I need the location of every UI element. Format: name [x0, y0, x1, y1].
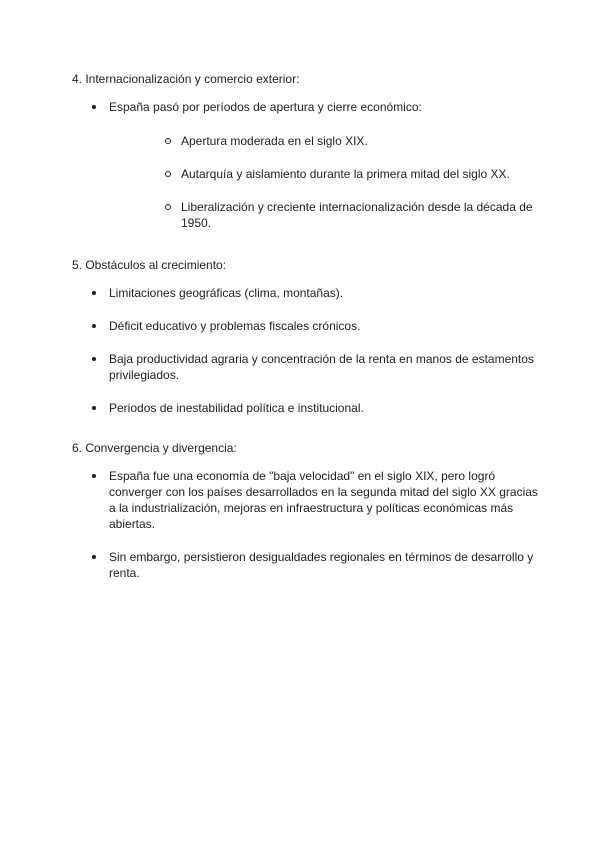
section-obstaculos — [72, 257, 542, 416]
list-item: Limitaciones geográficas (clima, montañas). — [72, 285, 542, 301]
list-item: Sin embargo, persistieron desigualdades regionales en términos de desarrollo y renta. — [72, 549, 542, 581]
sub-bullet-list — [109, 133, 542, 231]
bullet-list — [72, 468, 542, 581]
bullet-list — [72, 285, 542, 416]
bullet-list — [72, 99, 542, 231]
list-item: Baja productividad agraria y concentración de la renta en manos de estamentos privilegiados. — [72, 351, 542, 383]
sub-list-item: Liberalización y creciente internacionalización desde la década de 1950. — [109, 199, 542, 231]
section-heading: 4. Internacionalización y comercio exterior: — [72, 72, 300, 86]
list-item: España fue una economía de "baja velocidad" en el siglo XIX, pero logró converger con los países desarrollados en la segunda mitad del siglo XX gracias a la industrialización, mejoras en infraestructura y políticas económicas más abiertas. — [72, 468, 542, 532]
sub-list-item: Autarquía y aislamiento durante la primera mitad del siglo XX. — [109, 166, 542, 182]
section-heading: 5. Obstáculos al crecimiento: — [72, 258, 227, 272]
list-item: Periodos de inestabilidad política e institucional. — [72, 400, 542, 416]
list-item — [72, 99, 542, 231]
list-item-text: España pasó por períodos de apertura y cierre económico: — [109, 100, 422, 114]
section-internacionalizacion — [72, 71, 542, 231]
list-item: Déficit educativo y problemas fiscales crónicos. — [72, 318, 542, 334]
section-heading: 6. Convergencia y divergencia: — [72, 441, 237, 455]
sub-list-item: Apertura moderada en el siglo XIX. — [109, 133, 542, 149]
section-convergencia — [72, 440, 542, 581]
